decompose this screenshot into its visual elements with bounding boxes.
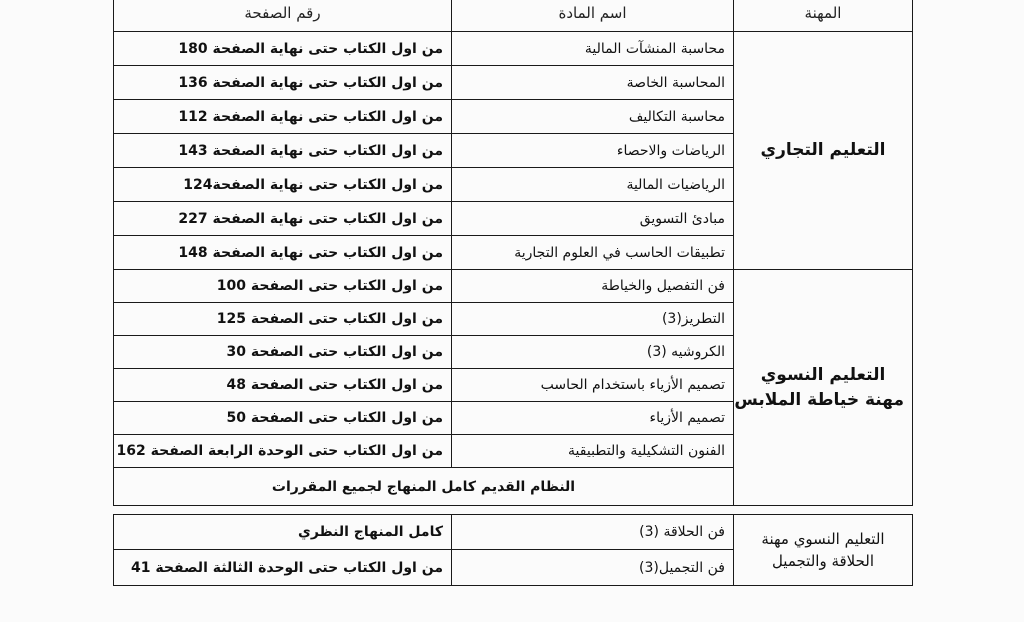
table-header-row [114,0,913,32]
subject-cell: الرياضيات المالية [452,168,734,202]
curriculum-table [113,0,913,586]
subject-cell: فن التفصيل والخياطة [452,270,734,303]
pages-cell: من اول الكتاب حتى الصفحة 48 [114,369,452,402]
pages-cell: من اول الكتاب حتى الوحدة الرابعة الصفحة 162 [114,435,452,468]
spacer-cell [114,506,452,515]
pages-cell: من اول الكتاب حتى نهاية الصفحة 148 [114,236,452,270]
pages-cell: من اول الكتاب حتى نهاية الصفحة 136 [114,66,452,100]
table-row [114,270,913,303]
subject-cell: تصميم الأزياء [452,402,734,435]
profession-line: التعليم النسوي [760,364,886,385]
subject-cell: الرياضات والاحصاء [452,134,734,168]
subject-cell: فن الحلاقة (3) [452,515,734,550]
profession-line: مهنة خياطة الملابس [734,389,904,410]
subject-cell: محاسبة المنشآت المالية [452,32,734,66]
subject-cell: الفنون التشكيلية والتطبيقية [452,435,734,468]
header-subject: اسم المادة [452,0,734,32]
pages-cell: من اول الكتاب حتى نهاية الصفحة 227 [114,202,452,236]
note-cell: النظام القديم كامل المنهاج لجميع المقررات [114,468,734,506]
spacer-cell [452,506,734,515]
spacer-cell [734,506,913,515]
header-pages: رقم الصفحة [114,0,452,32]
profession-cell [734,270,913,506]
pages-cell: كامل المنهاج النظري [114,515,452,550]
subject-cell: تطبيقات الحاسب في العلوم التجارية [452,236,734,270]
spacer-row [114,506,913,515]
subject-cell: الكروشيه (3) [452,336,734,369]
pages-cell: من اول الكتاب حتى الصفحة 100 [114,270,452,303]
subject-cell: المحاسبة الخاصة [452,66,734,100]
pages-cell: من اول الكتاب حتى الوحدة الثالثة الصفحة 41 [114,550,452,586]
pages-cell: من اول الكتاب حتى الصفحة 30 [114,336,452,369]
subject-cell: مبادئ التسويق [452,202,734,236]
profession-cell: التعليم التجاري [734,32,913,270]
header-profession: المهنة [734,0,913,32]
subject-cell: التطريز(3) [452,303,734,336]
pages-cell: من اول الكتاب حتى نهاية الصفحة 143 [114,134,452,168]
subject-cell: فن التجميل(3) [452,550,734,586]
pages-cell: من اول الكتاب حتى نهاية الصفحة124 [114,168,452,202]
table-row [114,32,913,66]
table-row [114,515,913,550]
pages-cell: من اول الكتاب حتى نهاية الصفحة 180 [114,32,452,66]
subject-cell: محاسبة التكاليف [452,100,734,134]
profession-line: التعليم النسوي مهنة [761,530,885,548]
pages-cell: من اول الكتاب حتى الصفحة 50 [114,402,452,435]
pages-cell: من اول الكتاب حتى نهاية الصفحة 112 [114,100,452,134]
profession-cell [734,515,913,586]
pages-cell: من اول الكتاب حتى الصفحة 125 [114,303,452,336]
subject-cell: تصميم الأزياء باستخدام الحاسب [452,369,734,402]
profession-line: الحلاقة والتجميل [771,552,875,570]
